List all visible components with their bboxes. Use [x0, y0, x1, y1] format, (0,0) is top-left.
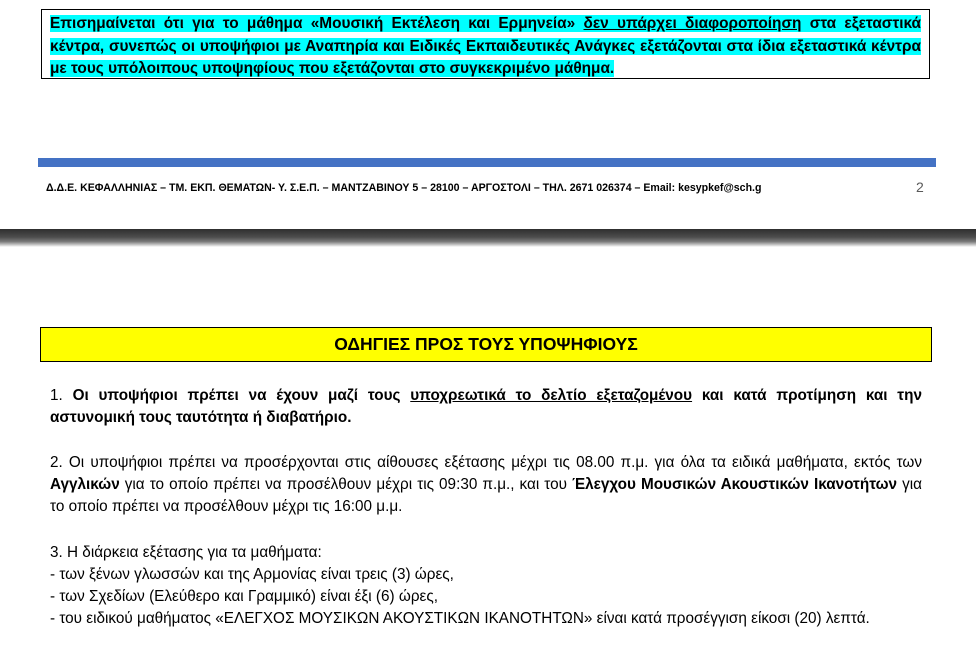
instruction-2-text-c: για το οποίο πρέπει να προσέλθουν μέχρι τις 16:00 μ.μ.	[50, 476, 923, 515]
notice-highlight	[50, 15, 921, 77]
notice-box	[41, 9, 930, 79]
instruction-3-intro: 3. Η διάρκεια εξέτασης για τα μαθήματα:	[50, 544, 322, 561]
footer-divider	[38, 158, 936, 167]
instruction-1-number: 1.	[50, 387, 73, 404]
instruction-2-bold-b: Έλεγχου Μουσικών Ακουστικών Ικανοτήτων	[572, 476, 898, 493]
instruction-3-line: - του ειδικού μαθήματος «ΕΛΕΓΧΟΣ ΜΟΥΣΙΚΩΝ ΑΚΟΥΣΤΙΚΩΝ ΙΚΑΝΟΤΗΤΩΝ» είναι κατά προσέγγιση είκοσι (20) λεπτά.	[50, 610, 870, 627]
instruction-2-bold-a: Αγγλικών	[50, 476, 120, 493]
instruction-3-line: - των ξένων γλωσσών και της Αρμονίας είναι τρεις (3) ώρες,	[50, 566, 454, 583]
page-number: 2	[916, 179, 924, 195]
section-heading: ΟΔΗΓΙΕΣ ΠΡΟΣ ΤΟΥΣ ΥΠΟΨΗΦΙΟΥΣ	[40, 327, 932, 362]
instruction-1-text-a: Οι υποψήφιοι πρέπει να έχουν μαζί τους	[72, 387, 411, 404]
notice-text-part1: Επισημαίνεται ότι για το μάθημα «Μουσική Εκτέλεση και Ερμηνεία»	[50, 15, 584, 32]
instruction-1-underlined: υποχρεωτικά το δελτίο εξεταζομένου	[410, 387, 693, 404]
footer-contact: Δ.Δ.Ε. ΚΕΦΑΛΛΗΝΙΑΣ – ΤΜ. ΕΚΠ. ΘΕΜΑΤΩΝ- Υ. Σ.Ε.Π. – ΜΑΝΤΖΑΒΙΝΟΥ 5 – 28100 – ΑΡΓΟΣΤΟΛΙ – ΤΗΛ. 2671 026374 – Email: kesypkef@sch.g	[46, 182, 762, 194]
instruction-1-text-b: και κατά προτίμηση και την αστυνομική τους ταυτότητα ή διαβατήριο.	[50, 387, 922, 426]
instruction-2-text-b: για το οποίο πρέπει να προσέλθουν μέχρι τις 09:30 π.μ., και του	[119, 476, 573, 493]
notice-underlined-text: δεν υπάρχει διαφοροποίηση	[583, 15, 802, 32]
instruction-2	[50, 452, 922, 518]
page-separator	[0, 229, 976, 247]
instruction-2-text-a: 2. Οι υποψήφιοι πρέπει να προσέρχονται στις αίθουσες εξέτασης μέχρι τις 08.00 π.μ. για όλα τα ειδικά μαθήματα, εκτός των	[50, 454, 922, 471]
instruction-3-line: - των Σχεδίων (Ελεύθερο και Γραμμικό) είναι έξι (6) ώρες,	[50, 588, 438, 605]
instruction-1	[50, 385, 922, 429]
notice-text-part2: στα εξεταστικά κέντρα, συνεπώς οι υποψήφιοι με Αναπηρία και Ειδικές Εκπαιδευτικές Ανάγκες εξετάζονται στα ίδια εξεταστικά κέντρα με τους υπόλοιπους υποψηφίους που εξετάζονται στο συγκεκριμένο μάθημα.	[50, 15, 922, 77]
instruction-3	[50, 542, 922, 630]
